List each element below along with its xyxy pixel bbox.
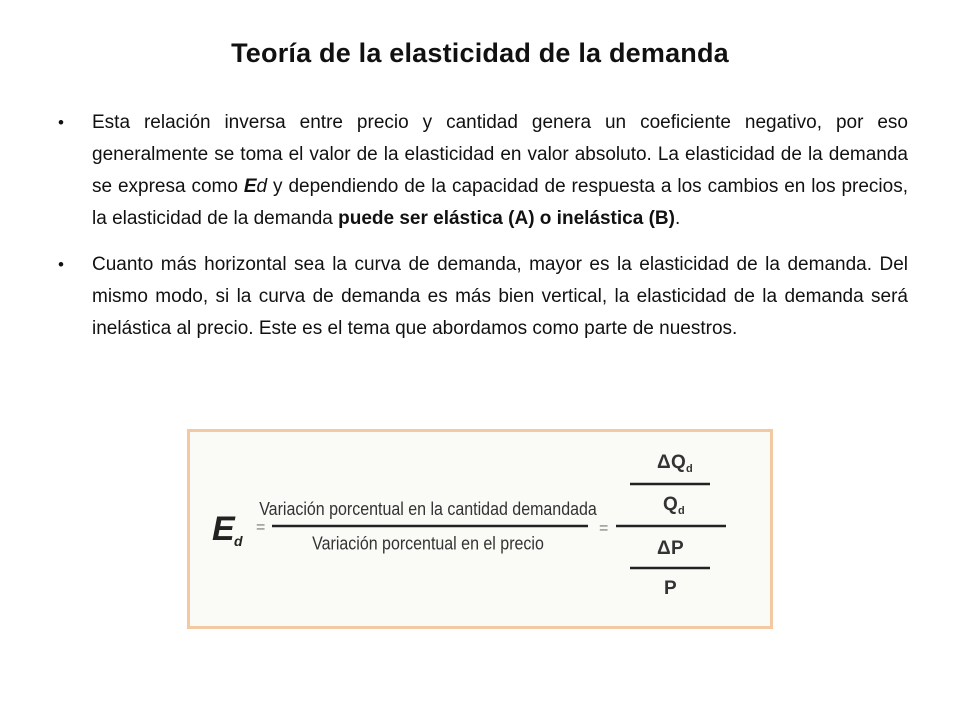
bullet-text-part: y dependiendo de la capacidad de respuesta a los cambios en los precios, la elasticidad de la demanda — [92, 176, 909, 229]
bullet-text-part: . — [674, 208, 681, 229]
formula-d-subscript: d — [234, 533, 243, 549]
bullet-item-demand-curve — [58, 249, 908, 345]
formula-svg — [190, 432, 770, 626]
slide-title: Teoría de la elasticidad de la demanda — [231, 38, 729, 68]
formula-delta-q-delta: Δ — [657, 452, 671, 473]
formula-q-letter: Q — [663, 494, 678, 515]
formula-equals-2: = — [599, 520, 609, 537]
formula-e-symbol: E — [212, 510, 235, 548]
bullet-text-part: Esta relación inversa entre precio y cantidad genera un coeficiente negativo, por eso generalmente se toma el valor de la elasticidad en valor absoluto. La elasticidad de la demanda se expresa como — [92, 112, 908, 197]
ed-symbol-d: d — [256, 176, 268, 197]
formula-delta-q-letter: Q — [671, 452, 686, 473]
bullet-marker: • — [58, 113, 64, 132]
formula-delta-q-subscript: d — [686, 463, 693, 475]
formula-denominator: Variación porcentual en el precio — [312, 532, 544, 554]
formula-p-letter: P — [664, 578, 677, 599]
bullet-bold-text: puede ser elástica (A) o inelástica (B) — [338, 208, 675, 229]
formula-numerator: Variación porcentual en la cantidad demandada — [259, 497, 597, 520]
bullet-list — [58, 107, 908, 359]
formula-delta-p-delta: Δ — [657, 538, 671, 559]
elasticity-formula-image — [187, 429, 773, 629]
bullet-item-elasticity-definition — [58, 107, 908, 235]
ed-symbol-e: E — [243, 176, 257, 197]
bullet-marker: • — [58, 255, 64, 274]
bullet-text: Cuanto más horizontal sea la curva de demanda, mayor es la elasticidad de la demanda. Del mismo modo, si la curva de demanda es más bien vertical, la elasticidad de la demanda será inelástica al precio. Este es el tema que abordamos como parte de nuestros. — [92, 254, 908, 339]
formula-delta-p-letter: P — [671, 538, 684, 559]
formula-q-subscript: d — [678, 505, 685, 517]
formula-equals-1: = — [256, 519, 266, 536]
